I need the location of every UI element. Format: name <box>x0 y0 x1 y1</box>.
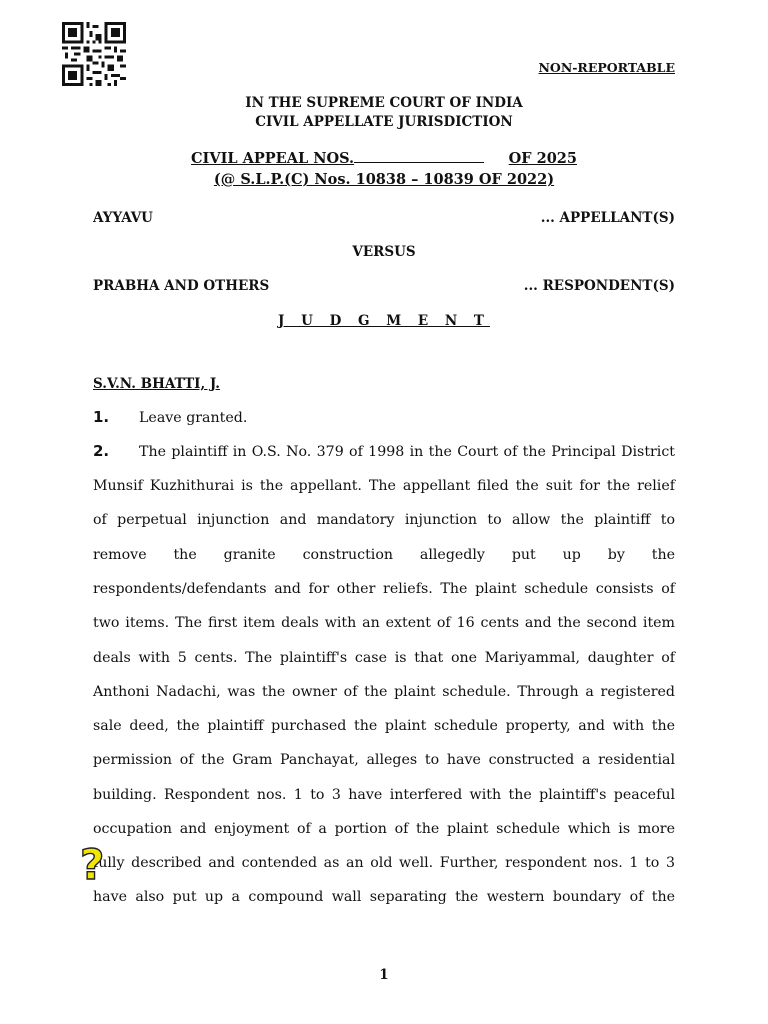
appellant-role: ... APPELLANT(S) <box>540 210 675 226</box>
paragraph-line: of perpetual injunction and mandatory injunction to allow the plaintiff to <box>93 512 675 528</box>
court-name: IN THE SUPREME COURT OF INDIA <box>245 95 523 111</box>
court-heading <box>0 94 768 132</box>
slp-reference: (@ S.L.P.(C) Nos. 10838 – 10839 OF 2022) <box>213 171 555 188</box>
appeal-number-blank <box>354 150 484 163</box>
appellant-name: AYYAVU <box>93 210 153 226</box>
appeal-number-line <box>191 150 577 167</box>
judge-name: S.V.N. BHATTI, J. <box>93 376 220 392</box>
paragraph-number: 2. <box>93 442 110 460</box>
paragraph-line: The plaintiff in O.S. No. 379 of 1998 in the Court of the Principal District <box>139 444 675 460</box>
reportable-status: NON-REPORTABLE <box>538 60 675 75</box>
respondent-role: ... RESPONDENT(S) <box>523 278 675 294</box>
paragraph-line: occupation and enjoyment of a portion of the plaint schedule which is more <box>93 821 675 837</box>
question-mark-icon[interactable]: ? <box>80 840 105 889</box>
paragraph-line: remove the granite construction allegedly put up by the <box>93 547 675 563</box>
appeal-label: CIVIL APPEAL NOS. <box>191 150 355 167</box>
paragraph-line: fully described and contended as an old well. Further, respondent nos. 1 to 3 <box>93 855 675 871</box>
paragraph-line: Leave granted. <box>139 410 248 426</box>
paragraph-line: Munsif Kuzhithurai is the appellant. The appellant filed the suit for the relief <box>93 478 675 494</box>
qr-code-icon <box>62 22 126 86</box>
versus-label: VERSUS <box>352 244 416 260</box>
paragraph-line: Anthoni Nadachi, was the owner of the plaint schedule. Through a registered <box>93 684 675 700</box>
paragraph-line: deals with 5 cents. The plaintiff's case is that one Mariyammal, daughter of <box>93 650 675 666</box>
paragraph-line: respondents/defendants and for other reliefs. The plaint schedule consists of <box>93 581 675 597</box>
paragraph-line: have also put up a compound wall separating the western boundary of the <box>93 889 675 905</box>
appeal-year: OF 2025 <box>508 150 577 167</box>
appellant-row <box>93 210 675 226</box>
paragraph-line: sale deed, the plaintiff purchased the plaint schedule property, and with the <box>93 718 675 734</box>
paragraph-line: permission of the Gram Panchayat, alleges to have constructed a residential <box>93 752 675 768</box>
respondent-row <box>93 278 675 294</box>
respondent-name: PRABHA AND OTHERS <box>93 278 270 294</box>
paragraph-line: building. Respondent nos. 1 to 3 have interfered with the plaintiff's peaceful <box>93 787 675 803</box>
paragraph-number: 1. <box>93 408 110 426</box>
judgment-title: J U D G M E N T <box>278 313 490 329</box>
jurisdiction: CIVIL APPELLATE JURISDICTION <box>255 114 513 130</box>
page-number: 1 <box>379 967 389 983</box>
paragraph-line: two items. The first item deals with an extent of 16 cents and the second item <box>93 615 675 631</box>
